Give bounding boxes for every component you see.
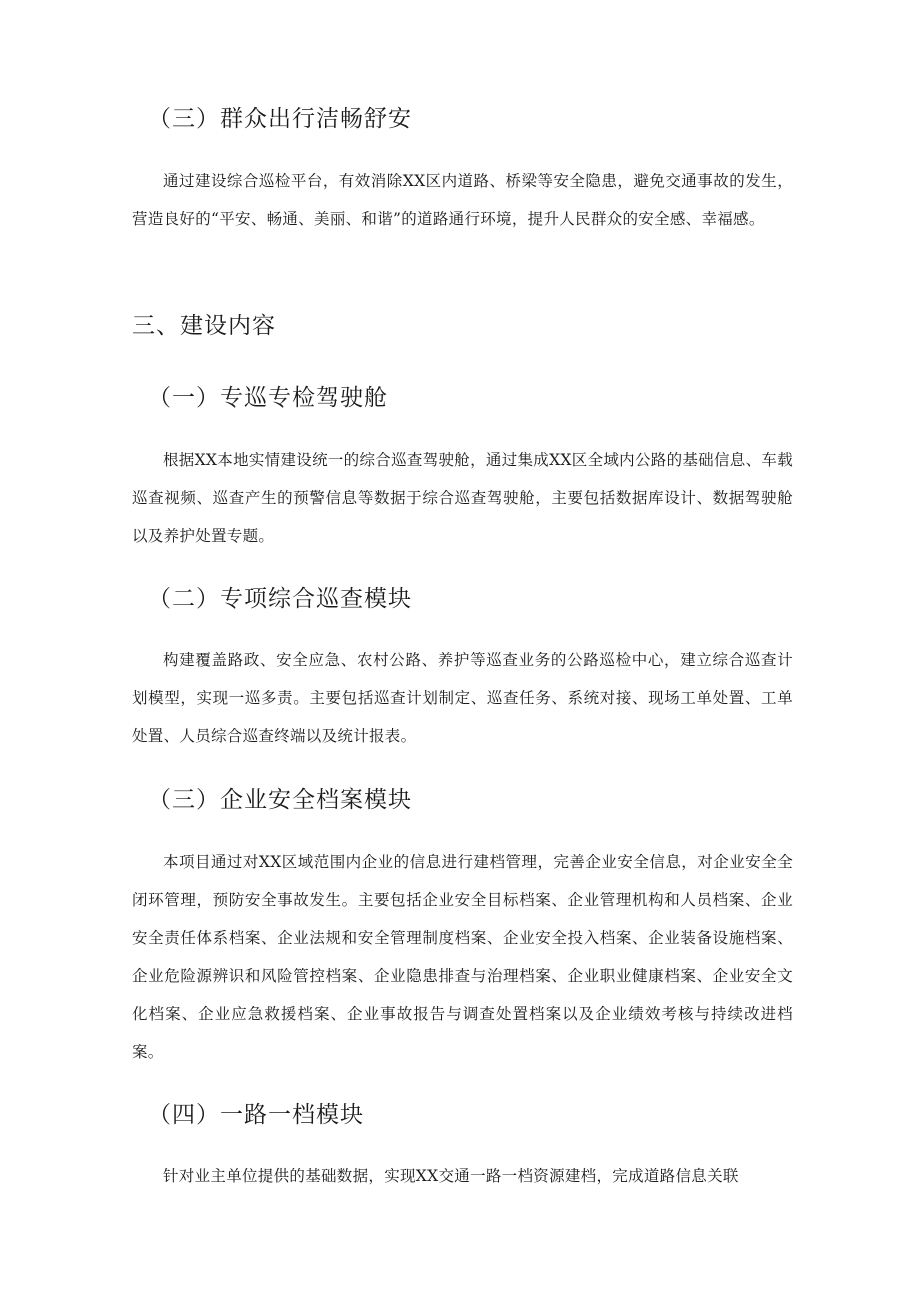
section-heading-4-road-archive: （四）一路一档模块 xyxy=(148,1102,364,1128)
section-heading-1-cockpit: （一）专巡专检驾驶舱 xyxy=(148,385,388,411)
section-heading-2-inspection: （二）专项综合巡查模块 xyxy=(148,586,412,612)
paragraph-cockpit: 根据XX本地实情建设统一的综合巡查驾驶舱，通过集成XX区全域内公路的基础信息、车载巡查视频、巡查产生的预警信息等数据于综合巡查驾驶舱，主要包括数据库设计、数据驾驶舱以及养护处置专题。 xyxy=(132,451,793,545)
section-heading-3-safety-archive: （三）企业安全档案模块 xyxy=(148,787,412,813)
paragraph-commute: 通过建设综合巡检平台，有效消除XX区内道路、桥梁等安全隐患，避免交通事故的发生，营造良好的“平安、畅通、美丽、和谐”的道路通行环境，提升人民群众的安全感、幸福感。 xyxy=(132,172,793,228)
paragraph-road-archive: 针对业主单位提供的基础数据，实现XX交通一路一档资源建档，完成道路信息关联 xyxy=(163,1167,739,1185)
section-heading-3-commute: （三）群众出行洁畅舒安 xyxy=(148,106,412,132)
chapter-heading-construction: 三、建设内容 xyxy=(132,313,276,339)
paragraph-inspection: 构建覆盖路政、安全应急、农村公路、养护等巡查业务的公路巡检中心，建立综合巡查计划模型，实现一巡多责。主要包括巡查计划制定、巡查任务、系统对接、现场工单处置、工单处置、人员综合巡查终端以及统计报表。 xyxy=(132,651,793,745)
paragraph-safety-archive: 本项目通过对XX区域范围内企业的信息进行建档管理，完善企业安全信息，对企业安全全闭环管理，预防安全事故发生。主要包括企业安全目标档案、企业管理机构和人员档案、企业安全责任体系档案、企业法规和安全管理制度档案、企业安全投入档案、企业装备设施档案、企业危险源辨识和风险管控档案、企业隐患排查与治理档案、企业职业健康档案、企业安全文化档案、企业应急救援档案、企业事故报告与调查处置档案以及企业绩效考核与持续改进档案。 xyxy=(132,853,793,1061)
